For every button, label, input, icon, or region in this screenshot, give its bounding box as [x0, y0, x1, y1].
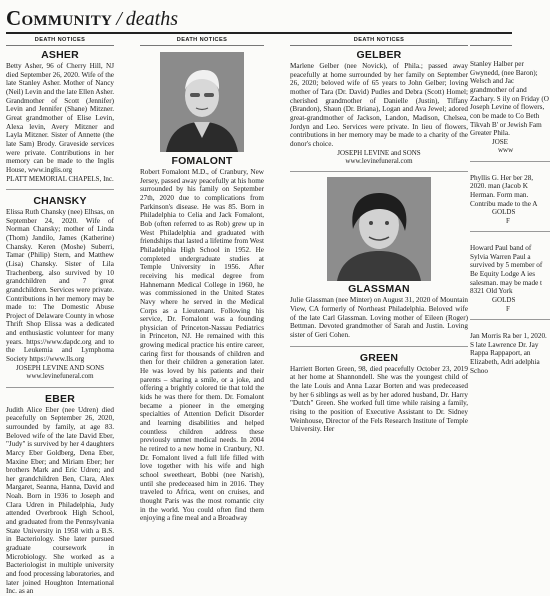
divider — [6, 189, 114, 190]
death-notices-header: DEATH NOTICES — [290, 34, 468, 46]
divider — [290, 346, 468, 347]
obit-body-paul: Howard Paul band of Sylvia Warren Paul a survived by 5 member of Be Equity Lodge A ies salesman. may be made t 8321 Old York — [470, 244, 543, 296]
obit-body-glassman: Julie Glassman (nee Minter) on August 31, 2020 of Mountain View, CA formerly of Northeast Philadelphia. Beloved wife of the late Carl Glassman. Loving mother of Eileen (Roger) Bettman. Devoted grandmother of Sarah and Justin. Loving sister of Geri Cohen. — [290, 296, 468, 339]
death-notices-header — [470, 34, 512, 46]
section-separator: / — [116, 8, 122, 30]
photo-glassman — [327, 177, 431, 281]
column-4 — [470, 34, 549, 512]
obit-website-paul: F — [506, 304, 510, 313]
obit-body-herman: Phyllis G. Her ber 28, 2020. man (Jacob K Herman. Form man. Contribu made to the A — [470, 173, 538, 208]
obit-name-gelber: GELBER — [356, 49, 402, 61]
divider — [470, 161, 550, 162]
obit-signature-chansky: JOSEPH LEVINE AND SONS — [15, 363, 105, 372]
divider — [6, 387, 114, 388]
obit-website-herman: F — [506, 216, 510, 225]
divider — [470, 319, 550, 320]
divider — [290, 171, 468, 172]
column-3 — [290, 34, 468, 512]
obit-body-gelber: Marlene Gelber (nee Novick), of Phila.; passed away peacefully at home surrounded by her family on September 26, 2020; beloved wife of 65 years to John Gelber; loving mother of Tara (Dr. David) Pudles and Debra (Scott) Homel; cherished grandmother of Danielle (Justin), Tiffany (Brandon), Shaun (Dr. Briana), Logan and Ava Jewel; adored great-grandmother of Jackson, Landon, Madison, Chelsea, Jordyn and Leo. Services were private. In lieu of flowers, contributions in her memory may be made to a charity of the donor's choice. — [290, 62, 468, 148]
obit-body-fomalont: Robert Fomalont M.D., of Cranbury, New Jersey, passed away peacefully at his home surrounded by his family on September 27th, 2020 due to complications from Parkinson's disease. He was 85. Born in Philadelphia to Celia and Jack Fomalont, Bob (often referred to as Rob) grew up in West Philadelphia and graduated with friendships that lasted a lifetime from West Philadelphia High School in 1952. He completed undergraduate studies at Temple University in 1956. After receiving his medical degree from Hahnemann Medical College in 1960, he was commissioned in the United States Navy where he served in the Medical Corps as a Lieutenant. Following his service, Dr. Fomalont was a founding physician of Princeton-Nassau Pediatrics in Princeton, NJ. He remained with this growing medical practice his entire career, caring first for thousands of children and then for their children a generation later. He was loved by his patients and their parents – sharing a smile, or a joke, and offering a brightly colored tie that told the kids he was there for them. Dr. Fomalont became a pioneer in the emerging specialties of Attention Deficit Disorder and learning disabilities and helped countless children address these previously unmet medical needs. In 2004 he retired to a new home in Cranbury, NJ. Dr. Fomalont lived a full life filled with love together with his wife and high school sweetheart, Bobbi (nee Narish), until she predeceased him in 2016. They traveled to Africa, went on cruises, and thought Paris was the most romantic city in the world. You could often find them enjoying a fine meal and a Broadway — [140, 168, 264, 523]
obit-name-fomalont: FOMALONT — [171, 155, 233, 167]
obit-body-rappaport: Jan Morris Ra ber 1, 2020. S late Lawrence Dr. Jay Rappa Rappaport, an Elizabeth, Adri adelphia Schoo — [470, 331, 547, 375]
obit-website-halber: www — [498, 146, 514, 155]
section-name: Community — [6, 6, 113, 30]
obit-signature-herman: GOLDS — [492, 208, 516, 217]
divider — [470, 231, 550, 232]
death-notices-header: DEATH NOTICES — [140, 34, 264, 46]
obit-signature-halber: JOSE — [492, 137, 508, 146]
column-2 — [140, 34, 264, 523]
obit-name-glassman: GLASSMAN — [348, 283, 410, 296]
section-subtitle: deaths — [125, 8, 178, 30]
photo-fomalont — [160, 52, 244, 152]
obit-body-asher: Betty Asher, 96 of Cherry Hill, NJ died September 26, 2020. Wife of the late Stanley Asher. Mother of Nancy (Neil) Levin and the late Ellen Asher. Grandmother of Scott (Jennifer) Levin and Jennifer (Shane) Mitzner. Great grandmother of Elise Levin, Alexa levin, Avery Mitzner and Layla Mitzner. Sister of Annette (the late Sam) Brody. Graveside services were private. Contributions in her memory can be made to the Inglis House, www.inglis.org — [6, 62, 114, 174]
obit-name-eber: EBER — [45, 392, 75, 405]
obit-website-chansky: www.levinefuneral.com — [26, 372, 94, 381]
obit-body-chansky: Elissa Ruth Chansky (nee) Elhsas, on September 24, 2020. Wife of Norman Chansky; mother of Linda (Thom) Jandilo, James (Katherine) Chansky. Keren (Moshe) Suberri, Tamar (Philip) Stern, and Matthew (Lisa) Chansky. Sister of Lila Trachenberg, also survived by 10 grandchildren and 7 great grandchildren. Services were private. Contributions in her memory may be made to: The Domestic Abuse Project of Delaware County in whose Thrift Shop Elissa was a dedicated and enthusiastic volunteer for many years. https://www.dapdc.org and to the Leukemia and Lymphoma Society https://www.lls.org — [6, 207, 114, 364]
column-1 — [6, 34, 114, 596]
obit-website-gelber: www.levinefuneral.com — [345, 156, 413, 165]
obit-name-green: GREEN — [359, 351, 399, 364]
obit-name-chansky: CHANSKY — [33, 194, 87, 207]
obit-body-halber: Stanley Halber per Gwynedd, (nee Baron); Welsch and Jac grandmother of and Zachary. S ily on Friday (O Joseph Levine of flowers, con be made to Co Beth Tikvah B' or Jewish Fam Greater Phila. — [470, 60, 549, 138]
obit-body-green: Harriett Borten Green, 98, died peacefully October 23, 2019 at her home at Shannondell. She was the youngest child of the late Louis and Anna Lazar Borten and was predeceased by her 6 siblings as well as by her adored husband, Dr. Harry "Dutch" Green. She worked full time while raising a family, rising to the position of Executive Assistant to Dr. Sidney Weinhouse, Director of the Fels Research Institute of Temple University. Her — [290, 364, 468, 434]
obit-name-asher: ASHER — [41, 49, 79, 61]
section-header — [6, 6, 506, 30]
death-notices-header: DEATH NOTICES — [6, 34, 114, 46]
obit-signature-asher: PLATT MEMORIAL CHAPELS, Inc. — [6, 174, 114, 183]
obit-signature-paul: GOLDS — [492, 296, 516, 305]
obit-signature-gelber: JOSEPH LEVINE and SONS — [337, 148, 421, 157]
obit-body-eber: Judith Alice Eber (nee Udren) died peacefully on September 26, 2020, surrounded by family, at age 83. Beloved wife of the late David Eber, "Judy" is survived by her 4 daughters Marcy Eber Goldberg, Dena Eber, Maxine Eber; and Miriam Eber; her brothers Mark and Eric Udren; and her grandchildren Ben, Clara, Alex Margaret, Seanna, Hanna, David and Noah. Born in 1936 to Joseph and Clara Udren in Philadelphia, Judy attended Overbrook High School, and graduated from the Pennsylvania State University in 1958 with a B.S. in Bacteriology. She later pursued graduate coursework in Microbiology. She worked as a Bacteriologist in multiple university and food processing laboratories, and later joined Houghton International Inc. as an — [6, 405, 114, 596]
